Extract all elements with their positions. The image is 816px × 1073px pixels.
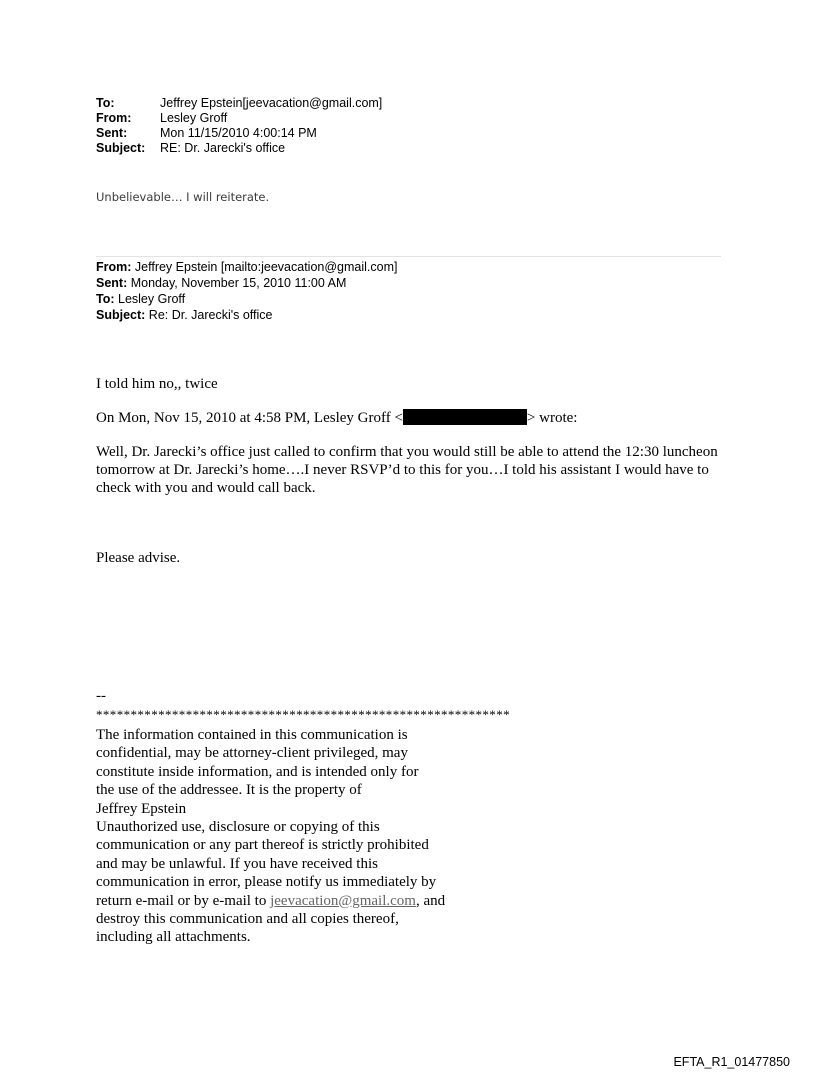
document-id: EFTA_R1_01477850 bbox=[673, 1055, 790, 1069]
header-subject-row bbox=[96, 141, 382, 156]
disclaimer-email-suffix: , and bbox=[415, 892, 446, 909]
quoted-sent-label: Sent: bbox=[96, 276, 128, 290]
sent-label: Sent: bbox=[96, 126, 128, 140]
quoted-from-label: From: bbox=[96, 260, 132, 274]
disclaimer-line: confidential, may be attorney-client privileged, may bbox=[96, 745, 408, 762]
from-value: Lesley Groff bbox=[160, 111, 228, 125]
quoted-header bbox=[96, 259, 397, 323]
quoted-to-row bbox=[96, 291, 397, 307]
quoted-to-label: To: bbox=[96, 292, 115, 306]
quoted-sent-value: Monday, November 15, 2010 11:00 AM bbox=[127, 276, 347, 290]
disclaimer-line: constitute inside information, and is intended only for bbox=[96, 763, 419, 780]
disclaimer-line: Unauthorized use, disclosure or copying of this bbox=[96, 818, 380, 835]
disclaimer-line: destroy this communication and all copies thereof, bbox=[96, 910, 399, 927]
from-label: From: bbox=[96, 111, 132, 125]
quoted-subject-row bbox=[96, 307, 397, 323]
subject-value: RE: Dr. Jarecki's office bbox=[160, 141, 286, 155]
email-header bbox=[96, 96, 382, 156]
disclaimer-email-prefix: return e-mail or by e-mail to bbox=[96, 892, 271, 909]
to-value: Jeffrey Epstein[jeevacation@gmail.com] bbox=[160, 96, 383, 110]
header-to-row bbox=[96, 96, 382, 111]
disclaimer-block bbox=[96, 726, 445, 947]
body-advise: Please advise. bbox=[96, 550, 181, 566]
to-label: To: bbox=[96, 96, 115, 110]
quoted-from-row bbox=[96, 259, 397, 275]
quoted-sent-row bbox=[96, 275, 397, 291]
disclaimer-line: communication or any part thereof is strictly prohibited bbox=[96, 837, 429, 854]
header-from-row bbox=[96, 111, 382, 126]
email-link[interactable]: jeevacation@gmail.com bbox=[270, 892, 416, 909]
disclaimer-line: and may be unlawful. If you have received this bbox=[96, 855, 378, 872]
subject-label: Subject: bbox=[96, 141, 146, 155]
disclaimer-line: communication in error, please notify us immediately by bbox=[96, 874, 437, 891]
reply-text: Unbelievable… I will reiterate. bbox=[96, 190, 270, 204]
body-line-reply: I told him no,, twice bbox=[96, 376, 218, 392]
disclaimer-line: including all attachments. bbox=[96, 929, 251, 946]
signature-dashes: -- bbox=[96, 688, 106, 704]
quoted-subject-label: Subject: bbox=[96, 308, 146, 322]
header-sent-row bbox=[96, 126, 382, 141]
body-paragraph: Well, Dr. Jarecki’s office just called to confirm that you would still be able to attend the 12:30 luncheon tomorrow at Dr. Jarecki’s home….I never RSVP’d to this for you…I told his assistant I would have to check with you and would call back. bbox=[96, 444, 718, 496]
disclaimer-line: Jeffrey Epstein bbox=[96, 800, 187, 817]
quoted-subject-value: Re: Dr. Jarecki's office bbox=[145, 308, 273, 322]
sent-value: Mon 11/15/2010 4:00:14 PM bbox=[160, 126, 317, 140]
signature-stars: ************************************************************ bbox=[96, 707, 510, 722]
wrote-prefix: On Mon, Nov 15, 2010 at 4:58 PM, Lesley Groff < bbox=[96, 410, 403, 426]
quoted-to-value: Lesley Groff bbox=[114, 292, 186, 306]
body-wrote-line bbox=[96, 409, 577, 427]
quote-divider bbox=[96, 256, 721, 257]
disclaimer-line-email bbox=[96, 892, 445, 910]
disclaimer-line: The information contained in this communication is bbox=[96, 727, 408, 743]
wrote-suffix: > wrote: bbox=[526, 410, 578, 426]
redaction-box bbox=[403, 409, 527, 425]
disclaimer-line: the use of the addressee. It is the property of bbox=[96, 782, 362, 799]
quoted-from-value: Jeffrey Epstein [mailto:jeevacation@gmail.com] bbox=[131, 260, 398, 274]
